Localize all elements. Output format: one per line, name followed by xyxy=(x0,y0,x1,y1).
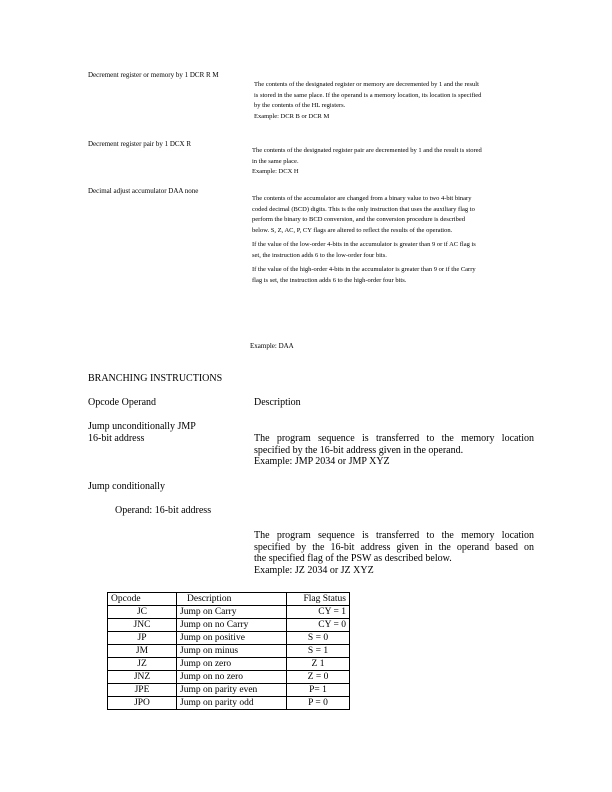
description-cell: Jump on positive xyxy=(177,632,287,645)
section-title: BRANCHING INSTRUCTIONS xyxy=(88,373,223,384)
description-cell: Jump on Carry xyxy=(177,606,287,619)
table-row xyxy=(108,606,350,619)
jmp-line: specified by the 16-bit address given in the operand. xyxy=(254,444,464,456)
dcr-line: The contents of the designated register or memory are decremented by 1 and the result xyxy=(254,81,479,88)
dcr-example: Example: DCR B or DCR M xyxy=(254,112,330,120)
jmp-line: The program sequence is transferred to the memory location xyxy=(254,433,534,444)
jcond-description xyxy=(254,530,534,576)
table-row xyxy=(108,697,350,710)
flag-status-cell: S = 0 xyxy=(287,632,350,645)
header-description: Description xyxy=(177,593,287,606)
jcond-line: the specified flag of the PSW as described below. xyxy=(254,553,452,564)
daa-example: Example: DAA xyxy=(250,342,294,350)
jcond-example: Example: JZ 2034 or JZ XYZ xyxy=(254,564,374,576)
description-cell: Jump on parity even xyxy=(177,684,287,697)
jcond-heading: Jump conditionally xyxy=(88,481,165,492)
flag-status-cell: P = 0 xyxy=(287,697,350,710)
flag-status-cell: CY = 1 xyxy=(287,606,350,619)
table-row xyxy=(108,645,350,658)
daa-line: flag is set, the instruction adds 6 to the high-order four bits. xyxy=(252,276,407,284)
table-row xyxy=(108,684,350,697)
flag-status-cell: P= 1 xyxy=(287,684,350,697)
jmp-example: Example: JMP 2034 or JMP XYZ xyxy=(254,456,390,467)
dcr-line: is stored in the same place. If the operand is a memory location, its location is specified xyxy=(254,91,482,99)
description-cell: Jump on parity odd xyxy=(177,697,287,710)
jmp-heading: Jump unconditionally JMP xyxy=(88,421,196,432)
daa-description xyxy=(252,194,534,286)
flag-status-cell: Z 1 xyxy=(287,658,350,671)
dcx-description xyxy=(252,146,532,178)
opcode-cell: JM xyxy=(108,645,177,658)
flag-status-cell: CY = 0 xyxy=(287,619,350,632)
table-row xyxy=(108,632,350,645)
dcx-heading: Decrement register pair by 1 DCX R xyxy=(88,140,192,148)
dcx-line: The contents of the designated register pair are decremented by 1 and the result is stored xyxy=(252,147,482,154)
jcond-line: The program sequence is transferred to the memory location xyxy=(254,530,534,541)
table-row xyxy=(108,671,350,684)
daa-line: coded decimal (BCD) digits. This is the only instruction that uses the auxiliary flag to xyxy=(252,205,475,213)
daa-line: If the value of the low-order 4-bits in the accumulator is greater than 9 or if AC flag is xyxy=(252,241,476,248)
dcx-line: in the same place. xyxy=(252,157,299,165)
opcode-cell: JZ xyxy=(108,658,177,671)
dcr-description xyxy=(254,80,534,122)
flag-status-cell: S = 1 xyxy=(287,645,350,658)
table-row xyxy=(108,619,350,632)
opcode-cell: JNC xyxy=(108,619,177,632)
daa-heading: Decimal adjust accumulator DAA none xyxy=(88,187,199,195)
table-header-row xyxy=(108,593,350,606)
dcr-heading: Decrement register or memory by 1 DCR R M xyxy=(88,71,219,79)
dcr-line: by the contents of the HL registers. xyxy=(254,102,346,109)
daa-line: perform the binary to BCD conversion, and the conversion procedure is described xyxy=(252,216,465,223)
column-description: Description xyxy=(254,397,301,408)
flag-status-cell: Z = 0 xyxy=(287,671,350,684)
column-opcode-operand: Opcode Operand xyxy=(88,397,157,408)
opcode-cell: JC xyxy=(108,606,177,619)
description-cell: Jump on zero xyxy=(177,658,287,671)
daa-line: The contents of the accumulator are changed from a binary value to two 4-bit binary xyxy=(252,195,472,202)
opcode-cell: JNZ xyxy=(108,671,177,684)
description-cell: Jump on no zero xyxy=(177,671,287,684)
description-cell: Jump on no Carry xyxy=(177,619,287,632)
dcx-example: Example: DCX H xyxy=(252,168,299,175)
description-cell: Jump on minus xyxy=(177,645,287,658)
header-opcode: Opcode xyxy=(108,593,177,606)
daa-line: below. S, Z, AC, P, CY flags are altered to reflect the results of the operation. xyxy=(252,226,453,234)
daa-line: set, the instruction adds 6 to the low-order four bits. xyxy=(252,251,387,259)
jcond-operand: Operand: 16-bit address xyxy=(115,505,212,516)
table-row xyxy=(108,658,350,671)
daa-line: If the value of the high-order 4-bits in the accumulator is greater than 9 or if the Carry xyxy=(252,266,476,273)
opcode-cell: JPE xyxy=(108,684,177,697)
jmp-operand: 16-bit address xyxy=(88,433,145,444)
opcode-cell: JP xyxy=(108,632,177,645)
flag-table xyxy=(107,592,350,710)
header-flag-status: Flag Status xyxy=(287,593,350,606)
opcode-cell: JPO xyxy=(108,697,177,710)
jmp-description xyxy=(254,433,534,468)
jcond-line: specified by the 16-bit address given in the operand based on xyxy=(254,541,534,553)
